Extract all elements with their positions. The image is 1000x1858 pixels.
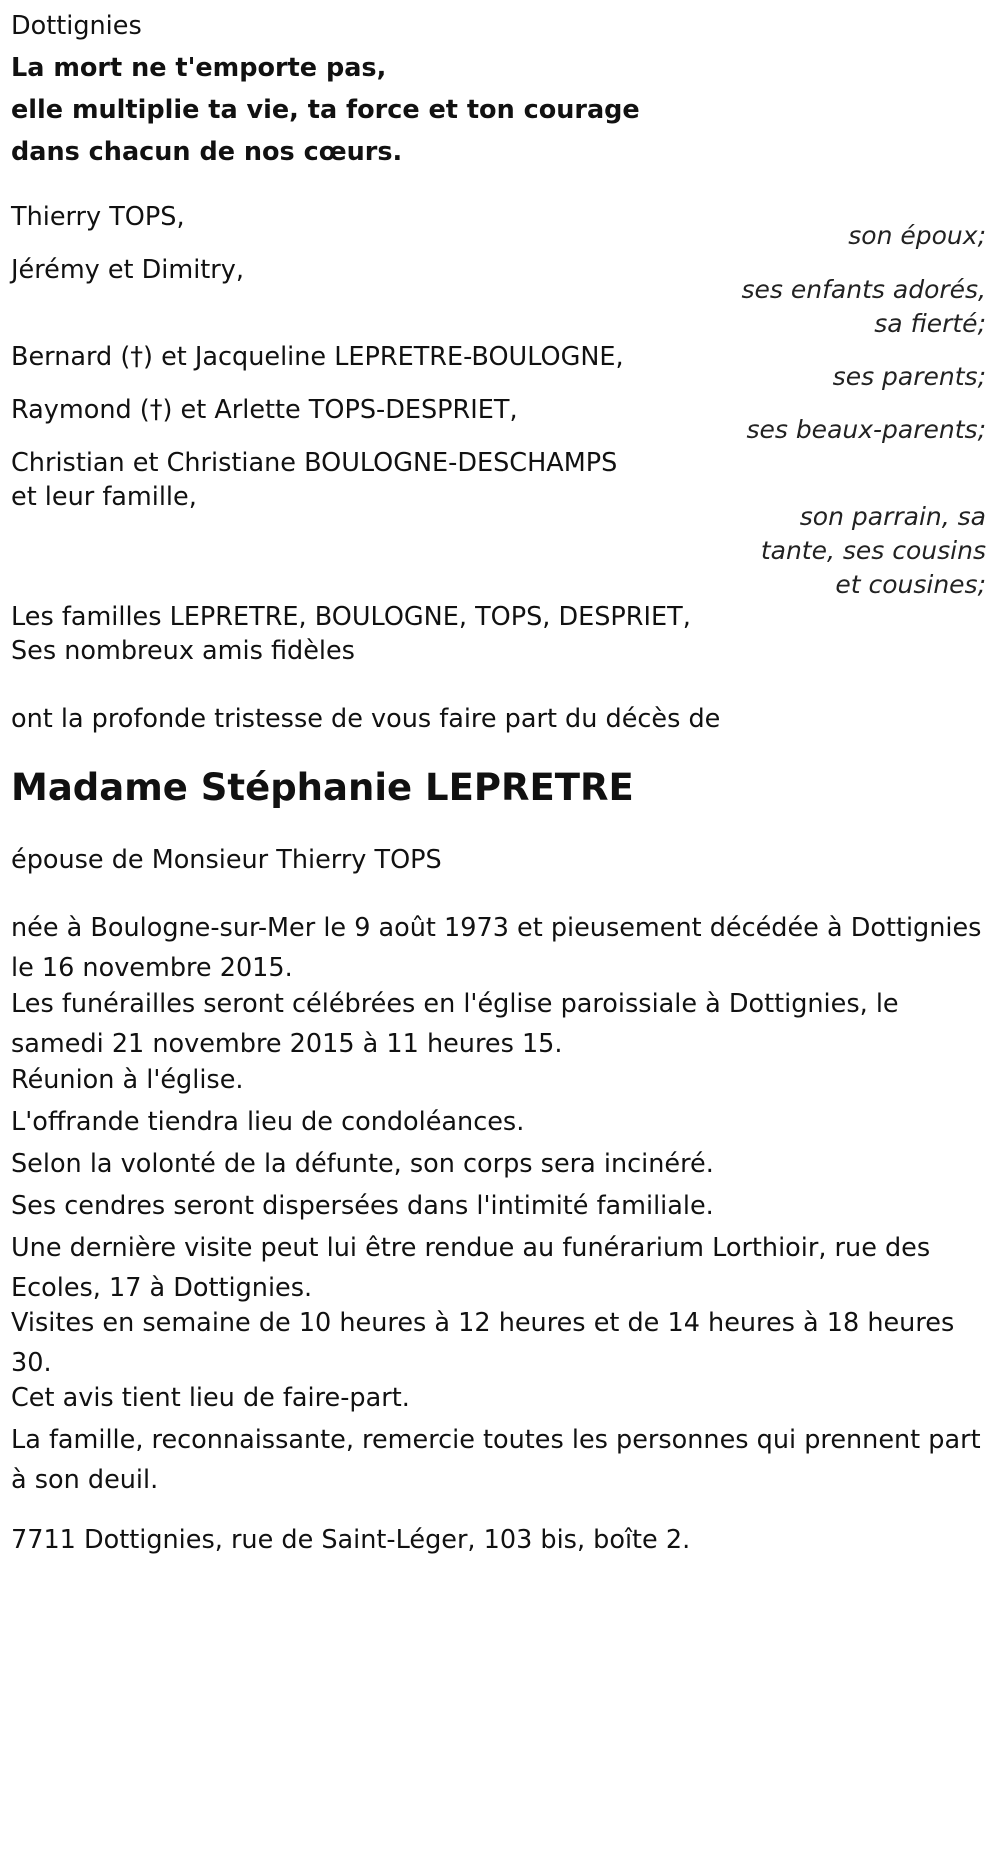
family-member-name: Jérémy et Dimitry, xyxy=(11,255,244,285)
deceased-name: Madame Stéphanie LEPRETRE xyxy=(11,766,634,809)
detail-paragraph: Réunion à l'église. xyxy=(11,1065,244,1095)
detail-paragraph: Ses cendres seront dispersées dans l'intimité familiale. xyxy=(11,1191,714,1221)
family-relation: sa fierté; xyxy=(874,309,986,338)
detail-paragraph: Les funérailles seront célébrées en l'église paroissiale à Dottignies, le samedi 21 novembre 2015 à 11 heures 15. xyxy=(11,989,899,1059)
spouse-line: épouse de Monsieur Thierry TOPS xyxy=(11,845,442,875)
family-relation: ses enfants adorés, xyxy=(741,275,986,304)
address-line: 7711 Dottignies, rue de Saint-Léger, 103 bis, boîte 2. xyxy=(11,1525,691,1555)
family-member-name: Christian et Christiane BOULOGNE-DESCHAMPS xyxy=(11,448,618,478)
family-member-name: Raymond (†) et Arlette TOPS-DESPRIET, xyxy=(11,395,518,425)
family-relation: ses beaux-parents; xyxy=(746,415,986,444)
family-relation: son parrain, sa xyxy=(799,502,986,531)
detail-paragraph: La famille, reconnaissante, remercie toutes les personnes qui prennent part à son deuil. xyxy=(11,1425,981,1495)
family-relation: ses parents; xyxy=(832,362,986,391)
other-mourners: Les familles LEPRETRE, BOULOGNE, TOPS, DESPRIET, xyxy=(11,602,691,632)
detail-paragraph: L'offrande tiendra lieu de condoléances. xyxy=(11,1107,525,1137)
family-member-name: Thierry TOPS, xyxy=(11,202,185,232)
poem-line: elle multiplie ta vie, ta force et ton courage xyxy=(11,95,640,125)
family-member-name: Bernard (†) et Jacqueline LEPRETRE-BOULOGNE, xyxy=(11,342,624,372)
place-heading: Dottignies xyxy=(11,11,142,41)
poem-line: La mort ne t'emporte pas, xyxy=(11,53,387,83)
detail-paragraph: née à Boulogne-sur-Mer le 9 août 1973 et pieusement décédée à Dottignies le 16 novembre 2015. xyxy=(11,913,982,983)
family-relation: son époux; xyxy=(848,221,986,250)
detail-paragraph: Visites en semaine de 10 heures à 12 heures et de 14 heures à 18 heures 30. xyxy=(11,1308,955,1378)
family-relation: tante, ses cousins xyxy=(760,536,986,565)
detail-paragraph: Une dernière visite peut lui être rendue au funérarium Lorthioir, rue des Ecoles, 17 à Dottignies. xyxy=(11,1233,931,1303)
detail-paragraph: Cet avis tient lieu de faire-part. xyxy=(11,1383,410,1413)
detail-paragraph: Selon la volonté de la défunte, son corps sera incinéré. xyxy=(11,1149,714,1179)
poem-line: dans chacun de nos cœurs. xyxy=(11,137,403,167)
announcement-text: ont la profonde tristesse de vous faire part du décès de xyxy=(11,704,721,734)
other-mourners: Ses nombreux amis fidèles xyxy=(11,636,355,666)
family-relation: et cousines; xyxy=(835,570,986,599)
family-member-name: et leur famille, xyxy=(11,482,197,512)
